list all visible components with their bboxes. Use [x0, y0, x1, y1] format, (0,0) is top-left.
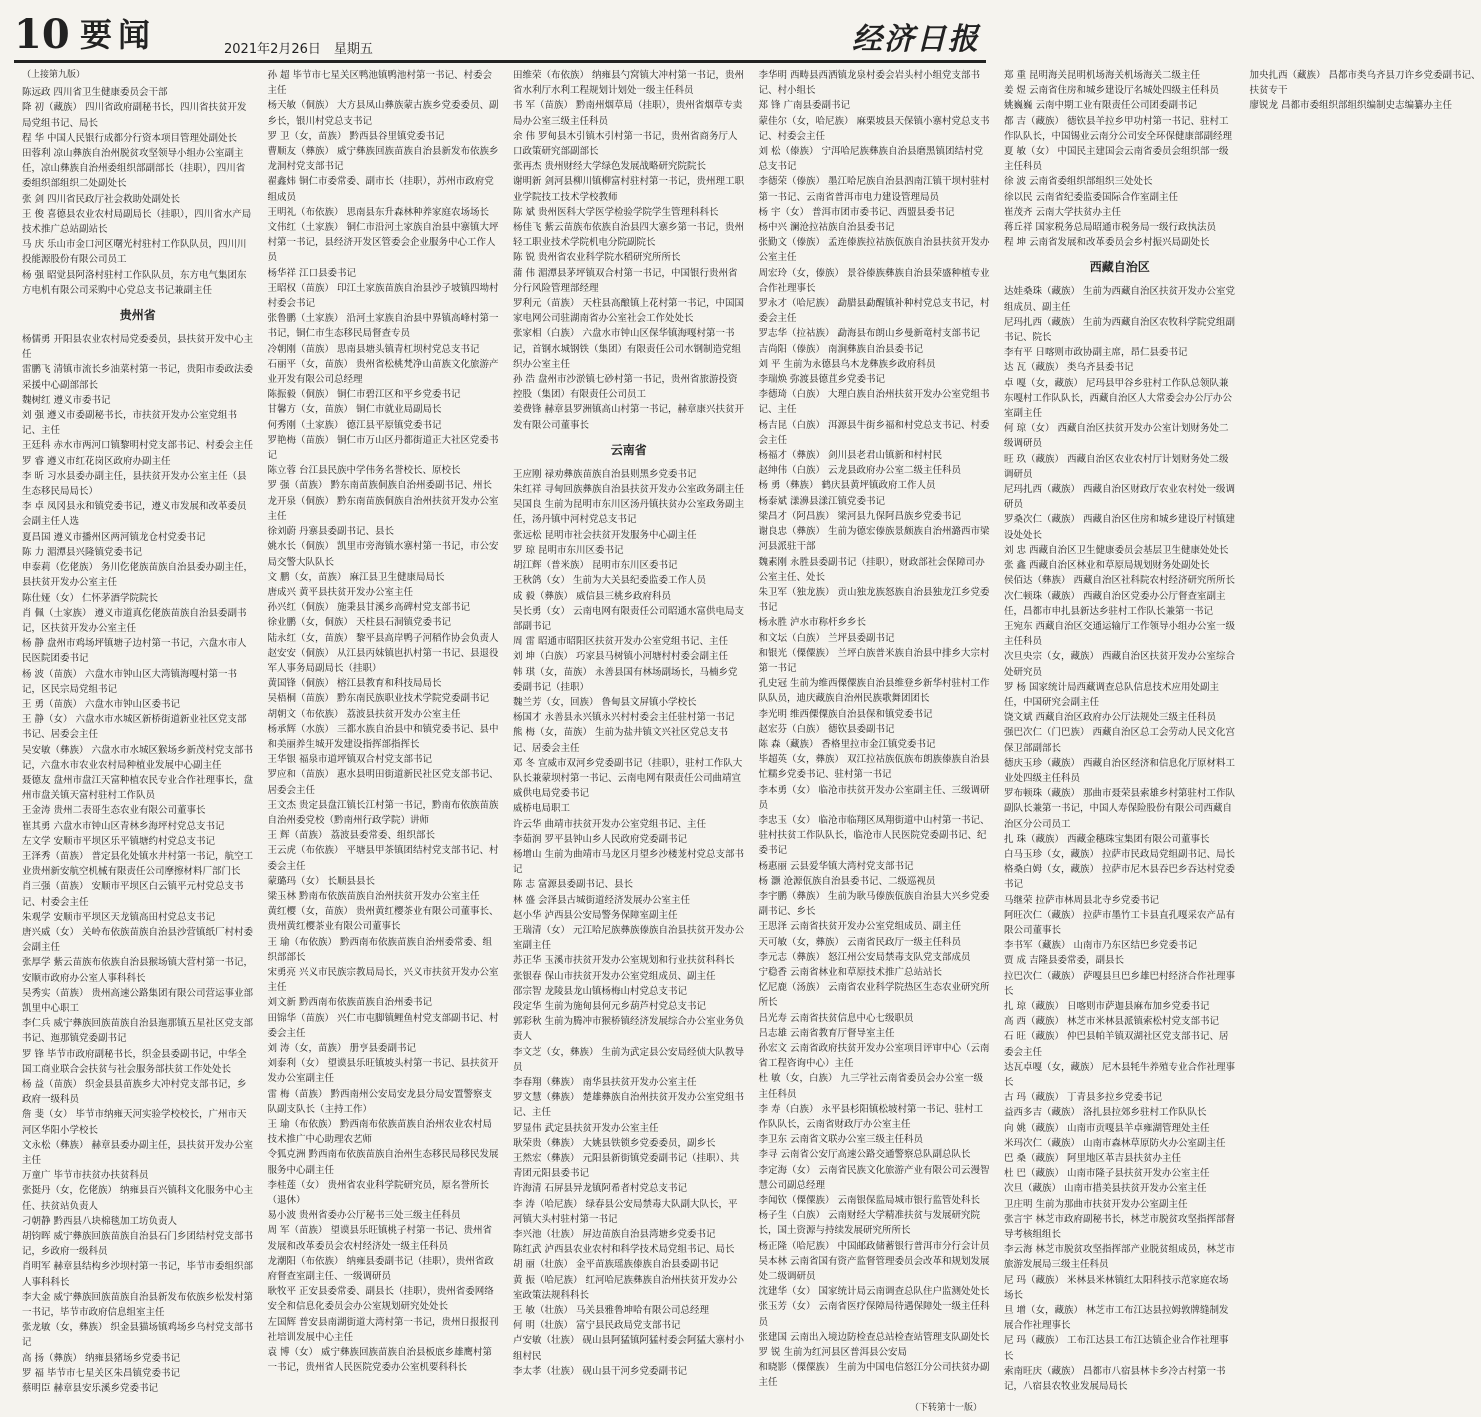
- honoree-entry: 毕超英（女，彝族） 双江拉祜族佤族布朗族傣族自治县忙糯乡党委书记、驻村第一书记: [758, 754, 990, 781]
- honoree-entry: 罗 卫（女，苗族） 黔西县谷里镇党委书记: [267, 130, 445, 142]
- honoree-entry: 和银光（傈僳族） 兰坪白族普米族自治县中排乡大宗村第一书记: [758, 647, 990, 674]
- honoree-entry: 杨华祥 江口县委书记: [267, 267, 357, 279]
- honoree-entry: 吴梧桐（苗族） 黔东南民族职业技术学院党委副书记: [267, 693, 490, 705]
- honoree-entry: 沈建华（女） 国家统计局云南调查总队住户监测处处长: [758, 1286, 990, 1298]
- honoree-entry: 宋勇亮 兴义市民族宗教局局长，兴义市扶贫开发办公室主任: [267, 966, 499, 994]
- honoree-entry: 何 琼（女） 西藏自治区扶贫开发办公室计划财务处二级调研员: [1004, 423, 1229, 450]
- honoree-entry: 胡朝文（布依族） 荔波县扶贫开发办公室主任: [267, 708, 461, 720]
- honoree-entry: 达 瓦（藏族） 类乌齐县委书记: [1004, 362, 1134, 374]
- honoree-entry: 胡江辉（普米族） 昆明市东川区委书记: [513, 560, 678, 572]
- honoree-entry: 徐业鹏（女，侗族） 天柱县石洞镇党委书记: [267, 617, 452, 629]
- honoree-entry: 杨正隆（哈尼族） 中国邮政储蓄银行普洱市分行会计员: [758, 1240, 990, 1252]
- honoree-entry: 龙开泉（侗族） 黔东南苗族侗族自治州扶贫开发办公室主任: [267, 495, 499, 522]
- honoree-entry: 旦 增（女，藏族） 林芝市工布江达县拉姆敦牌缝制发展合作社理事长: [1004, 1305, 1229, 1332]
- honoree-entry: 梁玉林 黔南布依族苗族自治州扶贫开发办公室主任: [267, 890, 480, 902]
- honoree-entry: 唐兴威（女） 关岭布依族苗族自治县沙营镇纸厂村村委会副主任: [22, 926, 254, 954]
- region-heading-guizhou: 贵州省: [119, 308, 156, 323]
- honoree-entry: 尼玛扎西（藏族） 西藏自治区财政厅农业农村处一级调研员: [1004, 484, 1236, 511]
- honoree-entry: 姚水长（侗族） 凯里市旁海镇水寨村第一书记，市公安局交警大队队长: [267, 541, 499, 568]
- honoree-entry: 徐刘蔚 丹寨县委副书记、县长: [267, 526, 395, 538]
- honoree-entry: 刘 平 生前为永德县乌木龙彝族乡政府科员: [758, 358, 936, 370]
- honoree-entry: 陈 锐 贵州省农业科学院水稻研究所所长: [513, 252, 681, 264]
- honoree-entry: 宁稳香 云南省林业和草原技术推广总站站长: [758, 966, 943, 978]
- honoree-entry: 罗 强（苗族） 黔东南苗族侗族自治州委副书记、州长: [267, 480, 493, 492]
- honoree-entry: 冷朝刚（苗族） 思南县塘头镇青杠坝村党总支书记: [267, 343, 480, 355]
- honoree-entry: 许云华 曲靖市扶贫开发办公室党组书记、主任: [513, 818, 707, 830]
- honoree-entry: 罗 琼 昆明市东川区委书记: [513, 544, 624, 556]
- honoree-entry: 许海清 石屏县异龙镇阿希者村党总支书记: [513, 1183, 688, 1195]
- honoree-entry: 李卫东 云南省文联办公室三级主任科员: [758, 1134, 924, 1146]
- honoree-entry: 周 雷 昭通市昭阳区扶贫开发办公室党组书记、主任: [513, 636, 729, 648]
- honoree-entry: 李宇鹏（彝族） 生前为耿马傣族佤族自治县大兴乡党委副书记、乡长: [758, 890, 990, 918]
- honoree-entry: 高 西（藏族） 林芝市米林县派镇索松村党支部书记: [1004, 1016, 1220, 1028]
- honoree-entry: 罗 锐 生前为红河县区普洱县公安局: [758, 1347, 908, 1359]
- honoree-entry: 阿旺次仁（藏族） 拉萨市墨竹工卡县直孔嘎采农产品有限公司董事长: [1004, 909, 1236, 936]
- honoree-entry: 唐成兴 黄平县扶贫开发办公室主任: [267, 586, 414, 598]
- honoree-entry: 李光明 维西傈僳族自治县保和镇党委书记: [758, 708, 933, 720]
- honoree-entry: 张鲁鹏（土家族） 沿河土家族自治县中界镇高峰村第一书记，铜仁市生态移民局督查专员: [267, 313, 499, 340]
- honoree-entry: 李寻 云南省公安厅高速公路交通警察总队副总队长: [758, 1149, 971, 1161]
- honoree-entry: 威桥电局职工: [513, 803, 571, 815]
- honoree-entry: 吕志雄 云南省教育厅督导室主任: [758, 1027, 895, 1039]
- honoree-entry: 龙潮阳（布依族） 纳雍县委副书记（挂职），贵州省政府督查室副主任、一级调研员: [267, 1255, 494, 1283]
- honoree-entry: 杨 强 昭觉县阿洛村驻村工作队队员，东方电气集团东方电机有限公司采购中心党总支书记兼副主任: [22, 269, 247, 296]
- honoree-entry: 王秋鸽（女） 生前为大关县纪委监委工作人员: [513, 575, 707, 587]
- honoree-entry: 陈立蓉 台江县民族中学伟务名誉校长、原校长: [267, 465, 461, 477]
- honoree-entry: 吴秀实（苗族） 贵州高速公路集团有限公司营运事业部凯里中心职工: [22, 987, 254, 1014]
- honoree-entry: 熊 梅（女，苗族） 生前为盐井镇文兴社区党总支书记、居委会主任: [513, 727, 729, 754]
- honoree-entry: 降 初（藏族） 四川省政府副秘书长，四川省扶贫开发局党组书记、局长: [22, 102, 247, 129]
- honoree-entry: 田锦华（苗族） 兴仁市屯脚镇鲤鱼村党支部副书记、村委会主任: [267, 1012, 499, 1039]
- honoree-entry: 朱卫军（独龙族） 贡山独龙族怒族自治县独龙江乡党委书记: [758, 586, 990, 614]
- honoree-entry: 张银春 保山市扶贫开发办公室党组成员、副主任: [513, 970, 716, 982]
- honoree-entry: 易小波 贵州省委办公厅秘书三处三级主任科员: [267, 1210, 461, 1222]
- honoree-entry: 李本勇（女） 临沧市扶贫开发办公室副主任、三级调研员: [758, 784, 990, 811]
- honoree-entry: 何秀刚（土家族） 德江县平原镇党委书记: [267, 419, 442, 431]
- honoree-entry: 梁昌才（阿昌族） 梁河县九保阿昌族乡党委书记: [758, 510, 962, 522]
- honoree-entry: 石丽平（女，苗族） 贵州省松桃梵净山苗族文化旅游产业开发有限公司总经理: [267, 358, 499, 386]
- honoree-entry: 陈远政 四川省卫生健康委员会干部: [22, 87, 168, 99]
- honoree-entry: 杨 波（苗族） 六盘水市钟山区大湾镇海嘎村第一书记，区民宗局党组书记: [22, 668, 238, 695]
- honoree-entry: 赵安安（侗族） 从江县丙妹镇岜扒村第一书记、县退役军人事务局副局长（挂职）: [267, 647, 499, 674]
- honoree-entry: 扎 珠（藏族） 西藏金穗珠宝集团有限公司董事长: [1004, 833, 1210, 845]
- honoree-entry: 杨 勇（彝族） 鹤庆县黄坪镇政府工作人员: [758, 480, 936, 492]
- honoree-entry: 罗艳梅（苗族） 铜仁市万山区丹都街道正大社区党委书记: [267, 434, 499, 462]
- honoree-entry: 罗文慧（彝族） 楚雄彝族自治州扶贫开发办公室党组书记、主任: [513, 1092, 745, 1119]
- honoree-entry: 孙兴红（侗族） 施秉县甘溪乡高碑村党支部书记: [267, 602, 471, 614]
- honoree-entry: 孙 浩 盘州市沙淤镇七砂村第一书记，贵州省旅游投资控股（集团）有限责任公司员工: [513, 374, 738, 401]
- honoree-entry: 杨增山 生前为曲靖市马龙区月望乡沙楼茏村党总支部书记: [513, 848, 745, 876]
- honoree-entry: 聂德友 盘州市盘江天富种植农民专业合作社理事长，盘州市盘关镇天富村驻村工作队员: [22, 774, 254, 802]
- honoree-entry: 饶文斌 西藏自治区政府办公厅法规处三级主任科员: [1004, 712, 1217, 724]
- honoree-entry: 张远松 昆明市社会扶贫开发服务中心副主任: [513, 529, 697, 541]
- honoree-entry: 李云海 林芝市脱贫攻坚指挥部产业脱贫组成员，林芝市旅游发展局三级主任科员: [1004, 1244, 1236, 1271]
- honoree-entry: 米玛次仁（藏族） 山南市森林草原防火办公室副主任: [1004, 1137, 1226, 1149]
- honoree-entry: 刘 强 遵义市委副秘书长，市扶贫开发办公室党组书记、主任: [22, 410, 238, 437]
- honoree-entry: 何 明（壮族） 富宁县民政局党支部书记: [513, 1320, 681, 1332]
- honoree-entry: 谢良忠（彝族） 生前为德宏傣族景颇族自治州潞西市梁河县派驻干部: [758, 526, 990, 553]
- honoree-entry: 李桂莲（女） 贵州省农业科学院研究员，原名誉所长（退休）: [267, 1179, 490, 1207]
- honoree-entry: 杨天敏（侗族） 大方县凤山彝族蒙古族乡党委委员、副乡长，银川村党总支书记: [267, 100, 499, 127]
- honoree-entry: 李有平 日喀则市政协副主席，昂仁县委书记: [1004, 347, 1188, 359]
- newspaper-logo: 经济日报: [852, 22, 980, 57]
- honoree-entry: 王瑞清（女） 元江哈尼族彝族傣族自治县扶贫开发办公室副主任: [513, 924, 745, 952]
- honoree-entry: 张建国 云南出入境边防检查总站检查站管理支队副处长: [758, 1331, 990, 1343]
- honoree-entry: 张玉芳（女） 云南省医疗保障局待遇保障处一级主任科员: [758, 1301, 990, 1328]
- honoree-entry: 王文杰 贵定县盘江镇长江村第一书记，黔南布依族苗族自治州委党校（黔南州行政学院）讲师: [267, 799, 499, 826]
- honoree-entry: 韩 琪（女，苗族） 永善县国有林场副场长，马楠乡党委副书记（挂职）: [513, 666, 738, 693]
- honoree-entry: 林 盛 会泽县古城街道经济发展办公室主任: [513, 894, 691, 906]
- honoree-entry: 黄国锋（侗族） 榕江县教育和科技局局长: [267, 678, 442, 690]
- honoree-entry: 达瓦卓嘎（女，藏族） 尼木县牦牛养殖专业合作社理事长: [1004, 1061, 1236, 1088]
- honoree-entry: 张 剑 四川省民政厅社会救助处副处长: [22, 193, 181, 205]
- honoree-entry: 夏昌国 遵义市播州区两河镇龙仓村党委书记: [22, 531, 206, 543]
- honoree-entry: 王 瑜（布依族） 黔西南布依族苗族自治州委常委、组织部部长: [267, 936, 493, 963]
- honoree-entry: 黄红樱（女，苗族） 贵州黄红樱茶业有限公司董事长、贵州黄红樱茶业有限公司董事长: [267, 906, 499, 933]
- honoree-entry: 罗志华（拉祜族） 勐海县布朗山乡曼新竜村支部书记: [758, 328, 981, 340]
- honoree-entry: 左国辉 普安县南湖街道大湾村第一书记，贵州日报报刊社培训发展中心主任: [267, 1316, 499, 1343]
- honoree-entry: 余 伟 罗甸县木引镇木引村第一书记，贵州省商务厅人口政策研究部副部长: [513, 130, 738, 158]
- honoree-entry: 蒲 伟 湄潭县茅坪镇双合村第一书记，中国银行贵州省分行风险管理部经理: [513, 267, 738, 294]
- honoree-entry: 罗 杨 国家统计局西藏调查总队信息技术应用处副主任，中国研究会副主任: [1004, 681, 1220, 708]
- honoree-entry: 次旦（藏族） 山南市措美县扶贫开发办公室主任: [1004, 1183, 1207, 1195]
- honoree-entry: 李仁兵 威宁彝族回族苗族自治县迤那镇五星社区党支部书记、迤那镇党委副书记: [22, 1018, 254, 1045]
- honoree-entry: 成 毅（彝族） 威信县三桃乡政府科员: [513, 590, 672, 602]
- honoree-entry: 翟鑫炜 铜仁市委常委、副市长（挂职），苏州市政府党组成员: [267, 176, 494, 203]
- honoree-entry: 李 寿（白族） 永平县杉阳镇松坡村第一书记、驻村工作队队长，云南省财政厅办公室主任: [758, 1103, 984, 1131]
- honoree-entry: 王泽秀（苗族） 普定县化处镇水井村第一书记，航空工业贵州新安航空机械有限责任公司摩擦材料厂部门长: [22, 850, 254, 878]
- continued-from-note: （上接第九版）: [22, 70, 86, 80]
- honoree-entry: 刁朝静 黔西县八块棉毯加工坊负责人: [22, 1215, 178, 1227]
- honoree-entry: 杨吉昆（白族） 洱源县牛街乡福和村党总支书记、村委会主任: [758, 419, 990, 446]
- honoree-entry: 田维荣（布依族） 纳雍县勺窝镇大冲村第一书记，贵州省水利厅水利工程规划计划处一级主任科员: [513, 70, 745, 97]
- honoree-entry: 魏树红 遵义市委书记: [22, 394, 111, 406]
- honoree-entry: 益西多吉（藏族） 洛扎县拉郊乡驻村工作队队长: [1004, 1107, 1207, 1119]
- honoree-entry: 马继荣 拉萨市林周县北寺乡党委书记: [1004, 894, 1160, 906]
- honoree-entry: 李德荣（傣族） 墨江哈尼族自治县泗南江镇干坝村驻村第一书记、云南省普洱市电力建设管理局员: [758, 176, 990, 203]
- honoree-entry: 胡钧晖 威宁彝族回族苗族自治县石门乡团结村党支部书记，乡政府一级科员: [22, 1231, 254, 1258]
- honoree-entry: 郑 重 昆明海关昆明机场海关机场海关二级主任: [1004, 70, 1201, 81]
- honoree-entry: 李 涛（哈尼族） 绿春县公安局禁毒大队副大队长，平河镇大头村驻村第一书记: [513, 1198, 738, 1225]
- honoree-entry: 罗应和（苗族） 惠水县明田街道新民社区党支部书记、居委会主任: [267, 769, 499, 796]
- honoree-entry: 刘泰利（女） 望谟县乐旺镇坡头村第一书记、县扶贫开发办公室副主任: [267, 1058, 499, 1085]
- honoree-entry: 左文学 安顺市平坝区乐平镇塘约村党总支书记: [22, 835, 216, 847]
- honoree-entry: 徐以民 云南省纪委监委国际合作室副主任: [1004, 191, 1179, 203]
- honoree-entry: 郭彩秋 生前为腾冲市猴桥镇经济发展综合办公室业务负责人: [513, 1016, 745, 1043]
- honoree-entry: 肖 佩（土家族） 遵义市道真仡佬族苗族自治县委副书记，区扶贫开发办公室主任: [22, 607, 247, 634]
- honoree-entry: 杨 灏 沧源佤族自治县委书记、二级巡视员: [758, 875, 936, 887]
- honoree-entry: 旺 玖（藏族） 西藏自治区农业农村厅计划财务处二级调研员: [1004, 453, 1229, 480]
- honoree-entry: 肖明军 赫章县结构乡沙坝村第一书记，毕节市委组织部人事科科长: [22, 1261, 254, 1288]
- honoree-entry: 朱观学 安顺市平坝区天龙镇高田村党总支书记: [22, 911, 216, 923]
- honoree-entry: 王昭权（苗族） 印江土家族苗族自治县沙子坡镇四坳村村委会书记: [267, 282, 499, 310]
- honoree-entry: 吴长勇（女） 云南电网有限责任公司昭通水富供电局支部副书记: [513, 605, 745, 632]
- honoree-entry: 吉尚阳（傣族） 南涧彝族自治县委书记: [758, 343, 924, 355]
- honoree-entry: 崔其勇 六盘水市钟山区青林乡海坪村党总支书记: [22, 820, 225, 832]
- honoree-entry: 贾 成 吉隆县委常委，副县长: [1004, 955, 1125, 967]
- honoree-entry: 吴安敏（彝族） 六盘水市水城区猴场乡新茂村党支部书记，六盘水市农业农村局种植业发展中心副主任: [22, 744, 254, 771]
- honoree-entry: 郑 锋 广南县委副书记: [758, 100, 851, 112]
- honoree-entry: 吴国良 生前为昆明市东川区汤丹镇扶贫办公室政务副主任，汤丹镇中河村党总支书记: [513, 499, 745, 526]
- honoree-entry: 李忠玉（女） 临沧市临翔区凤翔街道中山村第一书记、驻村扶贫工作队队长，临沧市人民医院党委副书记、纪委书记: [758, 814, 990, 857]
- honoree-entry: 李德琦（白族） 大理白族自治州扶贫开发办公室党组书记、主任: [758, 389, 990, 416]
- honoree-entry: 张挺丹（女，仡佬族） 纳雍县百兴镇科文化服务中心主任、扶贫站负责人: [22, 1185, 254, 1212]
- honoree-entry: 王宛东 西藏自治区交通运输厅工作领导小组办公室一级主任科员: [1004, 620, 1236, 648]
- honoree-entry: 陈 力 湄潭县兴隆镇党委书记: [22, 546, 143, 558]
- honoree-entry: 肖三强（苗族） 安顺市平坝区白云镇平元村党总支书记、村委会主任: [22, 881, 244, 908]
- honoree-entry: 曹顺友（彝族） 威宁彝族回族苗族自治县新发布依族乡龙洞村党支部书记: [267, 146, 499, 173]
- honoree-entry: 罗布顿珠（藏族） 那曲市聂荣县索雄乡村第驻村工作队副队长兼第一书记，中国人寿保险股份有限公司西藏自治区分公司员工: [1004, 788, 1236, 830]
- honoree-entry: 都 吉（藏族） 德钦县羊拉乡甲功村第一书记、驻村工作队队长，中国锡业云南分公司安全环保健康部副经理: [1004, 115, 1233, 142]
- honoree-entry: 吕光寿 云南省扶贫信息中心七级职员: [758, 1012, 914, 1024]
- honoree-entry: 张家相（白族） 六盘水市钟山区保华镇海嘎村第一书记，首钢水城钢铁（集团）有限责任公司水钢制造党组织办公室主任: [513, 328, 742, 370]
- honoree-entry: 王廷科 赤水市两河口镇黎明村党支部书记、村委会主任: [22, 440, 254, 452]
- honoree-entry: 王思泽 云南省扶贫开发办公室党组成员、副主任: [758, 921, 962, 933]
- honoree-entry: 孔史冠 生前为维西傈僳族自治县维登乡新华村驻村工作队队员，迪庆藏族自治州民族歌舞团团长: [758, 678, 990, 705]
- honoree-entry: 赵宏芬（白族） 德钦县委副书记: [758, 723, 895, 735]
- honoree-entry: 刘 坤（白族） 巧家县马树镇小河塘村村委会副主任: [513, 651, 729, 663]
- honoree-entry: 姚巍巍 云南中期工业有限责任公司团委副书记: [1004, 100, 1198, 112]
- honoree-entry: 王 俊 喜德县农业农村局副局长（挂职），四川省水产局技术推广总站副站长: [22, 208, 252, 236]
- honoree-entry: 崔茂齐 云南大学扶贫办主任: [1004, 206, 1122, 218]
- honoree-entry: 达娃桑珠（藏族） 生前为西藏自治区扶贫开发办公室党组成员、副主任: [1004, 286, 1236, 313]
- honoree-entry: 文永松（彝族） 赫章县委办副主任，县扶贫开发办公室主任: [22, 1139, 254, 1167]
- honoree-entry: 蒙璐玛（女） 长顺县县长: [267, 875, 376, 887]
- honoree-entry: 扎 琼（藏族） 日喀则市萨迦县麻布加乡党委书记: [1004, 1000, 1210, 1012]
- honoree-entry: 姜费锋 赫章县罗洲镇高山村第一书记，赫章康兴扶贫开发有限公司董事长: [513, 404, 745, 431]
- honoree-entry: 张再杰 贵州财经大学绿色发展战略研究院院长: [513, 161, 707, 173]
- honoree-entry: 陈 森（藏族） 香格里拉市金江镇党委书记: [758, 738, 936, 750]
- issue-date: 2021年2月26日 星期五: [224, 42, 373, 57]
- honoree-entry: 段定华 生前为施甸县何元乡葫芦村党总支书记: [513, 1000, 707, 1012]
- honoree-entry: 程 华 中国人民银行成都分行资本项目管理处副处长: [22, 132, 238, 144]
- honoree-entry: 袁 博（女） 威宁彝族回族苗族自治县板底乡雄鹰村第一书记，贵州省人民医院党委办公室机要科科长: [267, 1347, 493, 1374]
- honoree-entry: 杨 益（苗族） 织金县县苗族乡大冲村党支部书记，乡政府一级科员: [22, 1079, 247, 1106]
- honoree-entry: 杨儒勇 开阳县农业农村局党委委员，县扶贫开发中心主任: [22, 334, 254, 361]
- honoree-entry: 白马玉珍（女，藏族） 拉萨市民政局党组副书记、局长: [1004, 848, 1236, 860]
- honoree-entry: 杜 巴（藏族） 山南市隆子县扶贫开发办公室主任: [1004, 1168, 1210, 1180]
- honoree-entry: 蒋丘祥 国家税务总局昭通市税务局一级行政执法员: [1004, 222, 1217, 234]
- honoree-entry: 张厚学 紫云苗族布依族自治县猴场镇大营村第一书记，安顺市政府办公室人事科科长: [22, 957, 254, 984]
- honoree-entry: 次旦央宗（女，藏族） 西藏自治区扶贫开发办公室综合处研究员: [1004, 651, 1236, 678]
- honoree-entry: 吴本林 云南省国有资产监督管理委员会改革和规划发展处二级调研员: [758, 1255, 990, 1283]
- honoree-entry: 罗桑次仁（藏族） 西藏自治区住房和城乡建设厅村镇建设处处长: [1004, 514, 1236, 541]
- honoree-entry: 刘文新 黔西南布依族苗族自治州委书记: [267, 997, 433, 1009]
- honoree-entry: 王华银 福泉市道坪镇双合村党支部书记: [267, 754, 433, 766]
- honoree-entry: 李华明 西畴县西洒镇龙泉村委会岩头村小组党支部书记、村小组长: [758, 70, 981, 97]
- honoree-entry: 朱红祥 寻甸回族彝族自治县扶贫开发办公室政务副主任: [513, 484, 745, 496]
- honoree-entry: 书 军（苗族） 黔南州烟草局（挂职），贵州省烟草专卖局办公室三级主任科员: [513, 100, 743, 127]
- honoree-entry: 罗 锋 毕节市政府副秘书长，织金县委副书记，中华全国工商业联合会扶贫与社会服务部扶贫工作处处长: [22, 1048, 247, 1075]
- honoree-entry: 陈振毅（侗族） 铜仁市碧江区和平乡党委书记: [267, 389, 461, 401]
- honoree-entry: 李春翔（彝族） 南华县扶贫开发办公室主任: [513, 1077, 697, 1088]
- honoree-entry: 李书军（藏族） 山南市乃东区结巴乡党委书记: [1004, 940, 1198, 952]
- honoree-entry: 尼 玛（藏族） 工布江达县工布江达镇企业合作社理事长: [1004, 1335, 1229, 1362]
- honoree-entry: 赵小华 泸西县公安局警务保障室副主任: [513, 909, 678, 921]
- honoree-entry: 姜 煜 云南省住房和城乡建设厅名城处四级主任科员: [1004, 85, 1220, 97]
- honoree-entry: 孙 超 毕节市七星关区鸭池镇鸭池村第一书记、村委会主任: [267, 70, 493, 97]
- honoree-entry: 罗显伟 武定县扶贫开发办公室主任: [513, 1122, 659, 1134]
- honoree-entry: 李闻钦（傈僳族） 云南银保监局城市银行监管处科长: [758, 1195, 981, 1207]
- honoree-entry: 胡 丽（壮族） 金平苗族瑶族傣族自治县委副书记: [513, 1259, 719, 1271]
- honoree-entry: 王 勇（苗族） 六盘水市钟山区委书记: [22, 698, 181, 710]
- honoree-entry: 周宏玲（女，傣族） 景谷傣族彝族自治县荣盛种植专业合作社理事长: [758, 267, 990, 294]
- honoree-entry: 李瑞焕 弥渡县德苴乡党委书记: [758, 374, 886, 386]
- honoree-entry: 罗利元（苗族） 天柱县高酿镇上花村第一书记，中国国家电网公司驻湖南省办公室社会工作处处长: [513, 298, 745, 325]
- honoree-entry: 苏正华 玉溪市扶贫开发办公室规划和行业扶贫科科长: [513, 955, 735, 967]
- honoree-entry: 杨子生（白族） 云南财经大学精准扶贫与发展研究院长，国土资源与持续发展研究所所长: [758, 1210, 981, 1237]
- honoree-entry: 罗 福 毕节市七星关区朱昌镇党委书记: [22, 1367, 181, 1379]
- honoree-entry: 张龙敏（女，彝族） 织金县猫场镇鸡场乡乌村党支部书记: [22, 1322, 254, 1349]
- honoree-entry: 陈 斌 贵州医科大学医学检验学院学生管理科科长: [513, 206, 719, 218]
- honoree-entry: 忆尼鹿（汤族） 云南省农业科学院热区生态农业研究所所长: [758, 982, 990, 1009]
- honoree-entry: 蒙佳尔（女，哈尼族） 麻栗坡县天保镇小寨村党总支书记、村委会主任: [758, 115, 990, 142]
- honoree-entry: 徐 波 云南省委组织部组织三处处长: [1004, 176, 1153, 188]
- honoree-entry: 陆永红（女，苗族） 黎平县高岸鸭子河稻作协会负责人: [267, 632, 499, 644]
- honoree-entry: 马 庆 乐山市金口河区曙光村驻村工作队队员，四川川投能源股份有限公司员工: [22, 239, 247, 266]
- honoree-entry: 次仁顿珠（藏族） 西藏自治区党委办公厅督查室副主任，昌都市申扎县新达乡驻村工作队长兼第一书记: [1004, 590, 1226, 617]
- honoree-entry: 刘 松（傣族） 宁洱哈尼族彝族自治县磨黑镇团结村党总支书记: [758, 146, 984, 173]
- honoree-entry: 李 昕 习水县委办副主任，县扶贫开发办公室主任（县生态移民局局长）: [22, 470, 247, 498]
- honoree-entry: 文 鹏（女，苗族） 麻江县卫生健康局局长: [267, 571, 445, 583]
- honoree-entry: 巴 桑（藏族） 阿里地区革吉县扶贫办主任: [1004, 1153, 1182, 1165]
- honoree-entry: 王应刚 禄劝彝族苗族自治县则黑乡党委书记: [513, 468, 697, 480]
- honoree-entry: 加央扎西（藏族） 昌都市类乌齐县刀许乡党委副书记、扶贫专干: [1249, 70, 1481, 97]
- honoree-entry: 王 辉（苗族） 荔波县委常委、组织部长: [267, 830, 436, 842]
- honoree-entry: 邓 冬 宣威市双河乡党委副书记（挂职），驻村工作队大队长兼蒙坝村第一书记、云南电网有限责任公司曲靖宣威供电局党委书记: [513, 757, 743, 800]
- honoree-entry: 谢明新 剑河县柳川镇柳富村驻村第一书记，贵州理工职业学院技工技术学校教师: [513, 176, 745, 203]
- honoree-entry: 索南旺庆（藏族） 昌都市八宿县林卡乡冷古村第一书记，八宿县农牧业发展局局长: [1004, 1365, 1226, 1393]
- honoree-entry: 蔡明臣 赫章县安乐溪乡党委书记: [22, 1383, 159, 1395]
- honoree-entry: 杨国才 永善县永兴镇永兴村村委会主任驻村第一书记: [513, 712, 735, 724]
- honoree-entry: 王然宏（彝族） 元阳县新街镇党委副书记（挂职）、共青团元阳县委书记: [513, 1153, 740, 1180]
- honoree-entry: 李 卓 凤冈县永和镇党委书记，遵义市发展和改革委员会副主任人选: [22, 501, 247, 528]
- honoree-entry: 陈仕娅（女） 仁怀茅酒学院院长: [22, 592, 159, 604]
- honoree-entry: 魏素刚 永胜县委副书记（挂职），财政部社会保障司办公室主任、处长: [758, 556, 985, 583]
- honoree-entry: 天可敏（女，彝族） 云南省民政厅一级主任科员: [758, 936, 962, 948]
- honoree-entry: 文伟红（土家族） 铜仁市沿河土家族自治县中寨镇大坪村第一书记，县经济开发区管委会企业服务中心工作人员: [267, 222, 499, 264]
- honoree-entry: 高 扬（彝族） 纳雍县猪场乡党委书记: [22, 1352, 181, 1364]
- honoree-entry: 李茹润 罗平县钟山乡人民政府党委副书记: [513, 833, 688, 845]
- honoree-entry: 李元志（彝族） 怒江州公安局禁毒支队党支部成员: [758, 951, 971, 963]
- honoree-entry: 陈红武 泸西县农业农村和科学技术局党组书记、局长: [513, 1244, 735, 1256]
- honoree-entry: 王 敏（壮族） 马关县雅鲁坤哈有限公司总经理: [513, 1305, 710, 1317]
- honoree-entry: 罗 睿 遵义市红花岗区政府办副主任: [22, 455, 171, 467]
- honoree-entry: 李文芝（女，彝族） 生前为武定县公安局经侦大队教导员: [513, 1046, 745, 1073]
- article-columns: [22, 68, 1481, 1404]
- honoree-entry: 罗永才（哈尼族） 勐腊县勐醒镇补种村党总支书记，村委会主任: [758, 298, 990, 325]
- honoree-entry: 杨 静 盘州市鸡场坪镇塘子边村第一书记，六盘水市人民医院团委书记: [22, 638, 247, 665]
- honoree-entry: 雷 梅（苗族） 黔西南州公安局安龙县分局安置警察支队副支队长（主持工作）: [267, 1088, 493, 1115]
- honoree-entry: 陈 志 富源县委副书记、县长: [513, 879, 634, 891]
- honoree-entry: 杨泰斌 漾濞县漾江镇党委书记: [758, 495, 886, 507]
- honoree-entry: 王金涛 贵州二表哥生态农业有限公司董事长: [22, 805, 206, 817]
- honoree-entry: 甘馨方（女，苗族） 铜仁市就业局副局长: [267, 404, 442, 416]
- honoree-entry: 田蓉利 凉山彝族自治州脱贫攻坚领导小组办公室副主任，凉山彝族自治州委组织部副部长（挂职），四川省委组织部组织二处副处长: [22, 148, 246, 190]
- honoree-entry: 王 瑜（布依族） 黔西南布依族苗族自治州农业农村局技术推广中心助理农艺师: [267, 1119, 493, 1146]
- honoree-entry: 拉巴次仁（藏族） 萨嘎县旦巴乡雄巴村经济合作社理事长: [1004, 970, 1236, 997]
- honoree-entry: 黄 振（哈尼族） 红河哈尼族彝族自治州扶贫开发办公室政策法规科科长: [513, 1274, 738, 1301]
- honoree-entry: 万童广 毕节市扶贫办扶贫科员: [22, 1170, 149, 1182]
- sichuan-tail-list: [22, 85, 254, 298]
- honoree-entry: 王云虎（布依族） 平塘县甲茶镇团结村党支部书记、村委会主任: [267, 845, 499, 872]
- honoree-entry: 令狐克洲 黔西南布依族苗族自治州生态移民局移民发展服务中心副主任: [267, 1149, 499, 1176]
- honoree-entry: 廖锐龙 昌都市委组织部组织编制史志编纂办主任: [1249, 100, 1453, 112]
- honoree-entry: 卢安敏（壮族） 砚山县阿猛镇阿猛村委会阿猛大寨村小组村民: [513, 1335, 745, 1362]
- honoree-entry: 古 玛（藏族） 丁青县多拉乡党委书记: [1004, 1092, 1163, 1104]
- honoree-entry: 和文坛（白族） 兰坪县委副书记: [758, 632, 895, 644]
- honoree-entry: 李太孝（壮族） 砚山县干河乡党委副书记: [513, 1365, 688, 1377]
- honoree-entry: 侯佰达（彝族） 西藏自治区社科院农村经济研究所所长: [1004, 575, 1236, 587]
- honoree-entry: 杨福才（彝族） 剑川县老君山镇新和村村民: [758, 450, 943, 462]
- honoree-entry: 李兴池（壮族） 屏边苗族自治县湾塘乡党委书记: [513, 1229, 716, 1241]
- honoree-entry: 王明礼（布依族） 思南县东升森林种养家庭农场场长: [267, 206, 490, 218]
- honoree-entry: 魏兰芳（女，回族） 鲁甸县文屏镇小学校长: [513, 696, 697, 708]
- honoree-entry: 卓 嘎（女，藏族） 尼玛县甲谷乡驻村工作队总领队兼东嘎村工作队队长，西藏自治区人大常委会办公厅办公室副主任: [1004, 377, 1233, 420]
- honoree-entry: 夏 敏（女） 中国民主建国会云南省委员会组织部一级主任科员: [1004, 146, 1229, 173]
- honoree-entry: 刘 涛（女，苗族） 册亨县委副书记: [267, 1043, 417, 1054]
- continued-to-note: （下转第十一版）: [909, 1403, 982, 1413]
- honoree-entry: 张 鑫 西藏自治区林业和草原局规划财务处副处长: [1004, 560, 1210, 572]
- section-title: 要闻: [80, 16, 157, 54]
- honoree-entry: 卫庄明 生前为那曲市扶贫开发办公室副主任: [1004, 1198, 1188, 1210]
- honoree-entry: 孙宏文 云南省政府扶贫开发办公室项目评审中心（云南省工程咨询中心）主任: [758, 1043, 990, 1070]
- honoree-entry: 杨中兴 澜沧拉祜族自治县委书记: [758, 222, 895, 234]
- honoree-entry: 邵宗智 龙陵县龙山镇杨梅山村党总支书记: [513, 985, 688, 997]
- honoree-entry: 德庆玉珍（藏族） 西藏自治区经济和信息化厅原材料工业处四级主任科员: [1004, 757, 1236, 784]
- honoree-entry: 詹 斐（女） 毕节市纳雍天河实验学校校长，广州市天河区华阳小学校长: [22, 1109, 247, 1136]
- honoree-entry: 雷鹏飞 清镇市流长乡油菜村第一书记，贵阳市委政法委采援中心副部部长: [22, 364, 254, 391]
- honoree-entry: 尼玛扎西（藏族） 生前为西藏自治区农牧科学院党组副书记、院长: [1004, 316, 1236, 344]
- page-number: 10: [14, 11, 70, 58]
- honoree-entry: 李定海（女） 云南省民族文化旅游产业有限公司云漫智慧公司副总经理: [758, 1164, 990, 1191]
- honoree-entry: 尼 玛（藏族） 米林县米林镇红太阳科技示范家庭农场场长: [1004, 1274, 1229, 1301]
- honoree-entry: 强巴次仁（门巴族） 西藏自治区总工会劳动人民文化宫保卫部副部长: [1004, 727, 1236, 754]
- honoree-entry: 李大金 威宁彝族回族苗族自治县新发布依族乡松发村第一书记，毕节市政府信息组室主任: [22, 1291, 254, 1319]
- honoree-entry: 张勤文（傣族） 孟连傣族拉祜族佤族自治县扶贫开发办公室主任: [758, 237, 990, 264]
- region-heading-yunnan: 云南省: [610, 442, 647, 457]
- honoree-entry: 杨承辉（水族） 三都水族自治县中和镇党委书记、县中和美丽养生城开发建设指挥部指挥长: [267, 723, 499, 750]
- honoree-entry: 耿牧平 正安县委常委、副县长（挂职），贵州省委网络安全和信息化委员会办公室规划研究处处长: [267, 1286, 494, 1313]
- honoree-entry: 杜 敏（女，白族） 九三学社云南省委员会办公室一级主任科员: [758, 1073, 984, 1100]
- honoree-entry: 杨惠丽 云县爱华镇大湾村党支部书记: [758, 860, 914, 872]
- honoree-entry: 石 旺（藏族） 仲巴县帕羊镇双湖社区党支部书记、居委会主任: [1004, 1031, 1229, 1058]
- honoree-entry: 刘 忠 西藏自治区卫生健康委员会基层卫生健康处处长: [1004, 544, 1229, 556]
- masthead: [14, 10, 986, 63]
- honoree-entry: 赵绅伟（白族） 云龙县政府办公室二级主任科员: [758, 465, 962, 477]
- honoree-entry: 张言宇 林芝市政府副秘书长，林芝市脱贫攻坚指挥部督导考核组组长: [1004, 1213, 1236, 1241]
- honoree-entry: 周 军（苗族） 望谟县乐旺镇桃子村第一书记、贵州省发展和改革委员会农村经济处一级主任科员: [267, 1225, 493, 1252]
- honoree-entry: 耿荣贵（彝族） 大姚县铁锁乡党委委员，副乡长: [513, 1137, 716, 1149]
- region-heading-tibet: 西藏自治区: [1089, 260, 1150, 275]
- honoree-entry: 杨永胜 泸水市称杆乡乡长: [758, 617, 867, 629]
- honoree-entry: 向 姚（藏族） 山南市贡嘎县羊卓雍湖管理处主任: [1004, 1122, 1210, 1134]
- honoree-entry: 王 静（女） 六盘水市水城区新桥街道新业社区党支部书记、居委会主任: [22, 714, 247, 741]
- honoree-entry: 申泰莉（仡佬族） 务川仡佬族苗族自治县委办副主任，县扶贫开发办公室主任: [22, 562, 254, 589]
- honoree-entry: 格桑白姆（女，藏族） 拉萨市尼木县吞巴乡吞达村党委书记: [1004, 864, 1236, 891]
- honoree-entry: 杨佳飞 紫云苗族布依族自治县四大寨乡第一书记，贵州轻工职业技术学院机电分院副院长: [513, 222, 745, 249]
- honoree-entry: 和晓影（傈僳族） 生前为中国电信怒江分公司扶贫办副主任: [758, 1362, 990, 1389]
- honoree-entry: 杨 宇（女） 普洱市团市委书记、西盟县委书记: [758, 206, 955, 218]
- honoree-entry: 程 坤 云南省发展和改革委员会乡村振兴局副处长: [1004, 237, 1210, 249]
